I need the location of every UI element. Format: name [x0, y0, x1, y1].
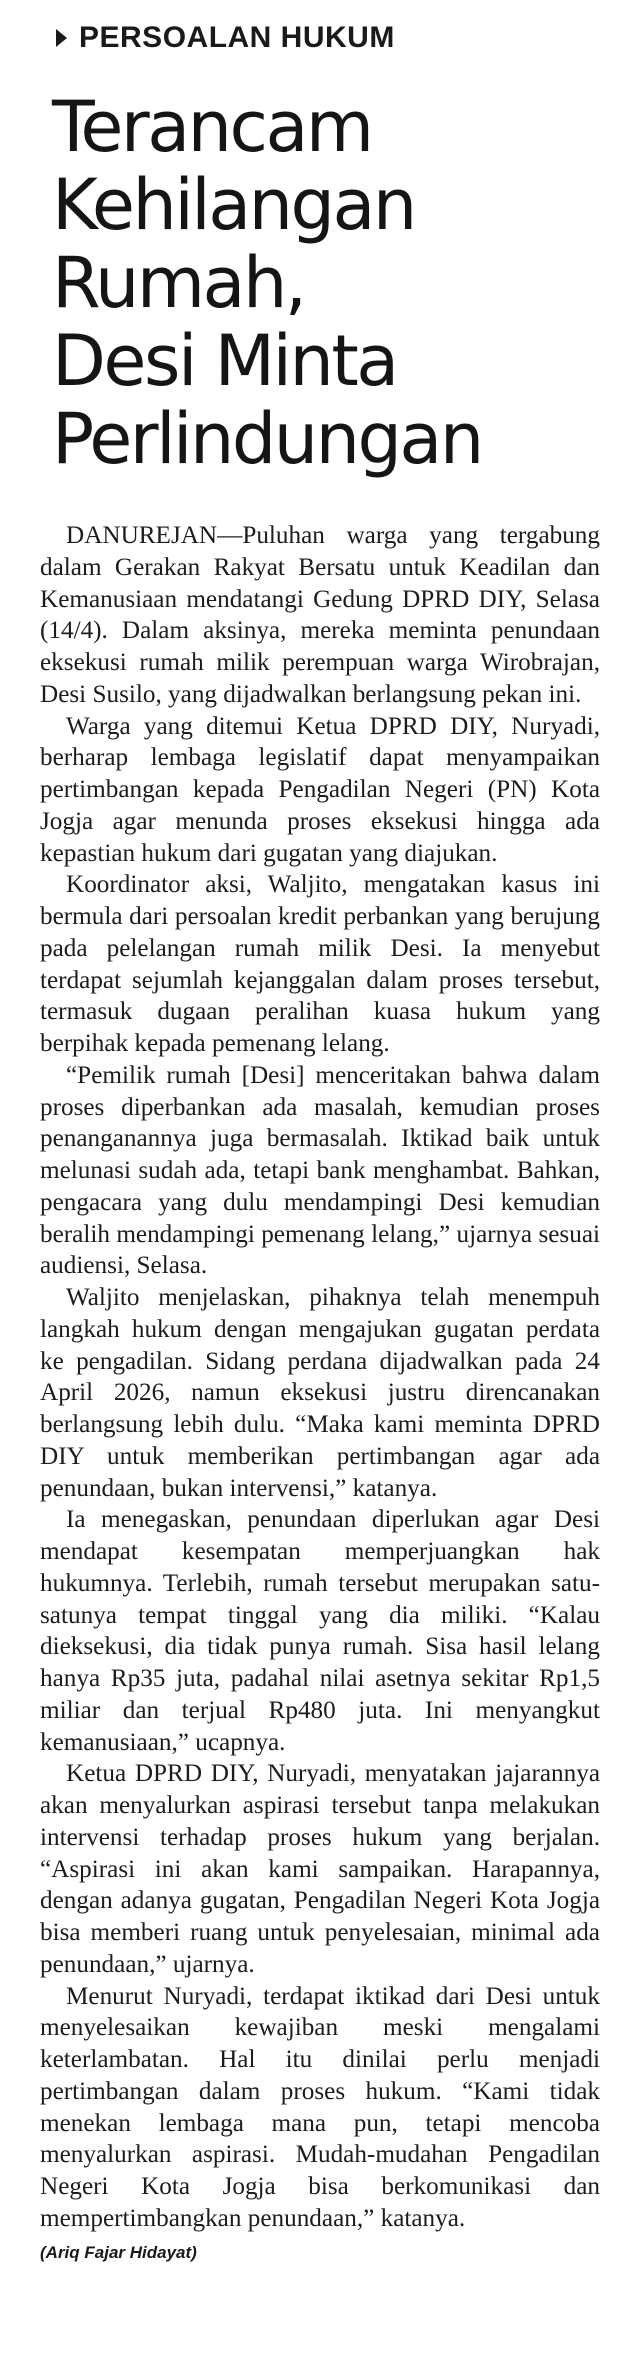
author-byline: (Ariq Fajar Hidayat) — [40, 2242, 197, 2262]
article-paragraph: Koordinator aksi, Waljito, mengatakan kasus ini bermula dari persoalan kredit perbankan yang berujung pada pelelangan rumah milik Desi. Ia menyebut terdapat sejumlah kejanggalan dalam proses tersebut, termasuk dugaan peralihan kuasa hukum yang berpihak kepada pemenang lelang. — [40, 871, 600, 1057]
article-paragraph: Menurut Nuryadi, terdapat iktikad dari Desi untuk menyelesaikan kewajiban meski mengalami keterlambatan. Hal itu dinilai perlu menjadi pertimbangan dalam proses hukum. “Kami tidak menekan lembaga mana pun, tetapi mencoba menyalurkan aspirasi. Mudah-mudahan Pengadilan Negeri Kota Jogja bisa berkomunikasi dan mempertimbangkan penundaan,” katanya. — [40, 1982, 600, 2232]
kicker-label: PERSOALAN HUKUM — [79, 21, 395, 54]
headline-line: Kehilangan — [52, 164, 415, 246]
article-paragraph: Ketua DPRD DIY, Nuryadi, menyatakan jajarannya akan menyalurkan aspirasi tersebut tanpa melakukan intervensi terhadap proses hukum yang berjalan. “Aspirasi ini akan kami sampaikan. Harapannya, dengan adanya gugatan, Pengadilan Negeri Kota Jogja bisa memberi ruang untuk penyelesaian, minimal ada penundaan,” ujarnya. — [40, 1760, 600, 1978]
triangle-bullet-icon — [56, 29, 67, 47]
headline-line: Perlindungan — [52, 398, 482, 480]
article-paragraph: “Pemilik rumah [Desi] menceritakan bahwa dalam proses diperbankan ada masalah, kemudian proses penanganannya juga bermasalah. Iktikad baik untuk melunasi sudah ada, tetapi bank menghambat. Bahkan, pengacara yang dulu mendampingi Desi kemudian beralih mendampingi pemenang lelang,” ujarnya sesuai audiensi, Selasa. — [40, 1061, 600, 1280]
headline-line: Desi Minta — [52, 320, 397, 402]
article-body — [40, 520, 600, 2235]
article-paragraph: DANUREJAN—Puluhan warga yang tergabung dalam Gerakan Rakyat Bersatu untuk Keadilan dan Kemanusiaan mendatangi Gedung DPRD DIY, Selasa (14/4). Dalam aksinya, mereka meminta penundaan eksekusi rumah milik perempuan warga Wirobrajan, Desi Susilo, yang dijadwalkan berlangsung pekan ini. — [40, 522, 600, 708]
article-paragraph: Waljito menjelaskan, pihaknya telah menempuh langkah hukum dengan mengajukan gugatan perdata ke pengadilan. Sidang perdana dijadwalkan pada 24 April 2026, namun eksekusi justru direncanakan berlangsung lebih dulu. “Maka kami meminta DPRD DIY untuk memberikan pertimbangan agar ada penundaan, bukan intervensi,” katanya. — [40, 1284, 600, 1502]
article-paragraph: Ia menegaskan, penundaan diperlukan agar Desi mendapat kesempatan memperjuangkan hak hukumnya. Terlebih, rumah tersebut merupakan satu-satunya tempat tinggal yang dia miliki. “Kalau dieksekusi, dia tidak punya rumah. Sisa hasil lelang hanya Rp35 juta, padahal nilai asetnya sekitar Rp1,5 miliar dan terjual Rp480 juta. Ini menyangkut kemanusiaan,” ucapnya. — [40, 1506, 600, 1756]
section-kicker — [56, 18, 600, 58]
headline — [52, 88, 600, 478]
news-clipping — [40, 18, 600, 2263]
article-paragraph: Warga yang ditemui Ketua DPRD DIY, Nuryadi, berharap lembaga legislatif dapat menyampaikan pertimbangan kepada Pengadilan Negeri (PN) Kota Jogja agar menunda proses eksekusi hingga ada kepastian hukum dari gugatan yang diajukan. — [40, 712, 600, 867]
headline-line: Rumah, — [52, 242, 305, 324]
headline-line: Terancam — [52, 86, 372, 168]
